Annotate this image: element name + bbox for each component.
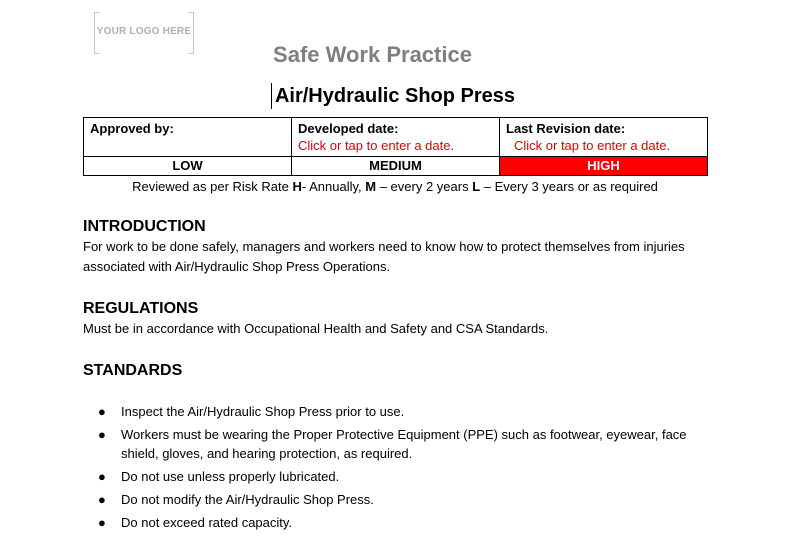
- info-row: [84, 118, 708, 157]
- review-h-text: - Annually,: [301, 179, 366, 194]
- last-revision-cell: [500, 118, 708, 157]
- regulations-heading: REGULATIONS: [83, 300, 199, 317]
- regulations-body: Must be in accordance with Occupational Health and Safety and CSA Standards.: [83, 321, 549, 336]
- bullet-icon: ●: [98, 492, 106, 507]
- regulations-section: [83, 299, 723, 339]
- list-item: [83, 513, 703, 532]
- last-revision-date-picker[interactable]: Click or tap to enter a date.: [514, 138, 671, 153]
- list-item-text: Do not exceed rated capacity.: [121, 515, 293, 530]
- document-title: Air/Hydraulic Shop Press: [274, 85, 516, 107]
- risk-medium-cell[interactable]: MEDIUM: [292, 157, 500, 176]
- list-item: [83, 467, 703, 486]
- last-revision-label: Last Revision date:: [506, 121, 626, 136]
- bullet-icon: ●: [98, 469, 106, 484]
- introduction-body: For work to be done safely, managers and workers need to know how to protect themselves from injuries associated with Air/Hydraulic Shop Press Operations.: [83, 239, 685, 274]
- list-item-text: Do not use unless properly lubricated.: [121, 469, 340, 484]
- standards-section: [83, 361, 723, 381]
- approved-by-cell[interactable]: [84, 118, 292, 157]
- logo-text: YOUR LOGO HERE: [96, 26, 192, 37]
- list-item: [83, 425, 703, 463]
- list-item-text: Do not modify the Air/Hydraulic Shop Press.: [121, 492, 374, 507]
- review-note: [83, 179, 707, 194]
- risk-low-cell[interactable]: LOW: [84, 157, 292, 176]
- review-l: L: [472, 179, 481, 194]
- list-item-text: Workers must be wearing the Proper Protective Equipment (PPE) such as footwear, eyewear, face shield, gloves, and hearing protection, as required.: [121, 427, 687, 461]
- developed-date-picker[interactable]: Click or tap to enter a date.: [298, 138, 455, 153]
- review-m: M: [365, 179, 377, 194]
- info-table: [83, 117, 708, 176]
- developed-date-label: Developed date:: [298, 121, 399, 136]
- risk-high-cell[interactable]: HIGH: [500, 157, 708, 176]
- review-prefix: Reviewed as per Risk Rate: [132, 179, 293, 194]
- bullet-icon: ●: [98, 515, 106, 530]
- review-m-text: – every 2 years: [376, 179, 473, 194]
- bullet-icon: ●: [98, 427, 106, 442]
- bullet-icon: ●: [98, 404, 106, 419]
- review-l-text: – Every 3 years or as required: [480, 179, 658, 194]
- introduction-section: [83, 217, 723, 277]
- approved-by-label: Approved by:: [90, 121, 174, 136]
- risk-row: [84, 157, 708, 176]
- developed-date-cell: [292, 118, 500, 157]
- introduction-heading: INTRODUCTION: [83, 218, 206, 235]
- standards-heading: STANDARDS: [83, 362, 183, 379]
- standards-list: [83, 402, 703, 536]
- document-type: Safe Work Practice: [273, 42, 472, 67]
- list-item: [83, 402, 703, 421]
- review-h: H: [292, 179, 302, 194]
- list-item: [83, 490, 703, 509]
- list-item-text: Inspect the Air/Hydraulic Shop Press prior to use.: [121, 404, 405, 419]
